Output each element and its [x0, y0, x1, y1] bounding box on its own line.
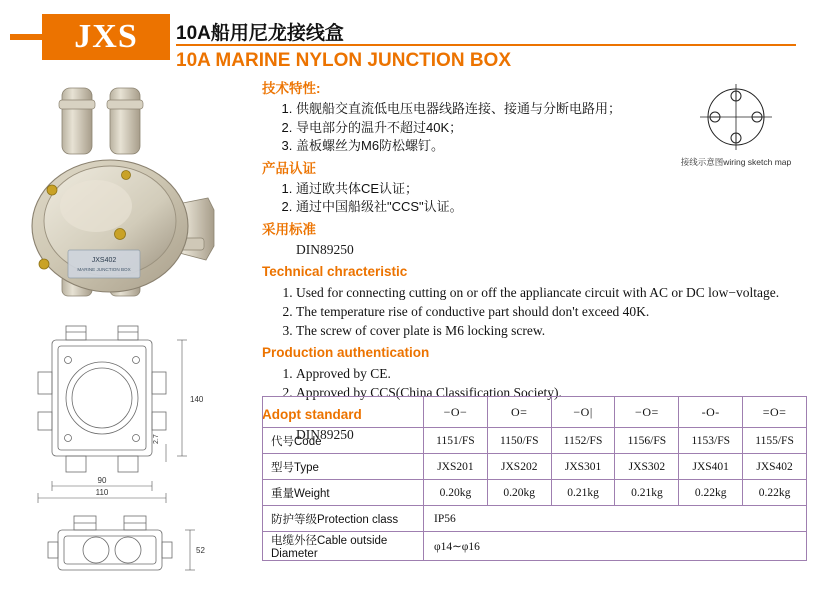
table-cell: 0.20kg [487, 480, 551, 506]
section-heading-technical-en: Technical chracteristic [262, 263, 408, 279]
symbol-cell: O= [487, 397, 551, 428]
technical-list-en [262, 283, 807, 340]
table-cell: JXS202 [487, 454, 551, 480]
list-item: 1. Approved by CE. [296, 364, 807, 383]
table-cell: 0.22kg [743, 480, 807, 506]
table-cell: JXS402 [743, 454, 807, 480]
section-heading-certification-cn: 产品认证 [262, 160, 316, 176]
svg-text:MARINE JUNCTION BOX: MARINE JUNCTION BOX [77, 267, 131, 272]
table-row [263, 506, 807, 532]
table-cell: 1153/FS [679, 428, 743, 454]
list-item: 2. Approved by CCS(China Classification Society). [296, 383, 807, 402]
wiring-sketch-caption: 接线示意图wiring sketch map [680, 157, 792, 167]
table-cell: 1151/FS [424, 428, 488, 454]
certification-list-cn [262, 180, 807, 217]
row-header-type: 型号Type [263, 454, 424, 480]
table-cell: 1150/FS [487, 428, 551, 454]
dimension-140: 140 [190, 395, 204, 404]
list-item: 2. 导电部分的温升不超过40K； [296, 119, 807, 138]
technical-list-cn [262, 100, 807, 156]
symbol-cell: −O| [551, 397, 615, 428]
photo-label: JXS402 [91, 257, 117, 264]
specification-text [262, 80, 807, 448]
front-view-drawing [22, 316, 242, 506]
symbol-row-label [263, 397, 424, 428]
list-item: 1. Used for connecting cutting on or off the appliancate circuit with AC or DC low−voltage. [296, 283, 807, 302]
dimension-110: 110 [95, 488, 109, 497]
standard-value-en: DIN89250 [296, 426, 354, 442]
list-item: 1. 通过欧共体CE认证； [296, 180, 807, 199]
table-cell: 0.21kg [615, 480, 679, 506]
list-item: 3. 盖板螺丝为M6防松螺钉。 [296, 137, 807, 156]
list-item: 2. The temperature rise of conductive part should don't exceed 40K. [296, 302, 807, 321]
table-row [263, 454, 807, 480]
list-item: 1. 供舰船交直流低电压电器线路连接、接通与分断电路用； [296, 100, 807, 119]
dimension-52: 52 [196, 546, 205, 555]
row-header-weight: 重量Weight [263, 480, 424, 506]
dimension-90: 90 [97, 476, 107, 485]
specification-table [262, 396, 807, 561]
symbol-cell: −O= [615, 397, 679, 428]
table-cell: JXS302 [615, 454, 679, 480]
dimension-2-7: 2.7 [153, 434, 160, 444]
page-title-english: 10A MARINE NYLON JUNCTION BOX [176, 50, 511, 71]
section-heading-authentication-en: Production authentication [262, 344, 430, 360]
table-cell: 1156/FS [615, 428, 679, 454]
section-heading-standard-cn: 采用标准 [262, 221, 316, 237]
section-heading-technical-cn: 技术特性: [262, 81, 321, 96]
header-accent-bar [10, 34, 42, 40]
table-cell: 1152/FS [551, 428, 615, 454]
header-divider [176, 44, 796, 46]
standard-value-cn: DIN89250 [296, 241, 354, 257]
product-photo [18, 78, 248, 298]
table-row-symbols [263, 397, 807, 428]
table-row [263, 532, 807, 561]
symbol-cell: −O− [424, 397, 488, 428]
table-cell: 0.22kg [679, 480, 743, 506]
table-cell: 0.21kg [551, 480, 615, 506]
table-cell: 1155/FS [743, 428, 807, 454]
row-header-protection: 防护等级Protection class [263, 506, 424, 532]
table-cell-protection: IP56 [424, 506, 807, 532]
table-row [263, 480, 807, 506]
table-row [263, 428, 807, 454]
brand-logo: JXS [74, 18, 138, 55]
table-cell: 0.20kg [424, 480, 488, 506]
symbol-cell: =O= [743, 397, 807, 428]
list-item: 3. The screw of cover plate is M6 locking screw. [296, 321, 807, 340]
table-cell-cable-diameter: φ14∼φ16 [424, 532, 807, 561]
page-title-chinese: 10A船用尼龙接线盒 [176, 23, 344, 44]
row-header-cable-diameter: 电缆外径Cable outside Diameter [263, 532, 424, 561]
side-view-drawing [40, 508, 230, 586]
symbol-cell: -O- [679, 397, 743, 428]
table-cell: JXS201 [424, 454, 488, 480]
row-header-code: 代号Code [263, 428, 424, 454]
section-heading-standard-en: Adopt standard [262, 406, 362, 422]
table-cell: JXS301 [551, 454, 615, 480]
list-item: 2. 通过中国船级社"CCS"认证。 [296, 198, 807, 217]
page-header [0, 14, 830, 74]
table-cell: JXS401 [679, 454, 743, 480]
